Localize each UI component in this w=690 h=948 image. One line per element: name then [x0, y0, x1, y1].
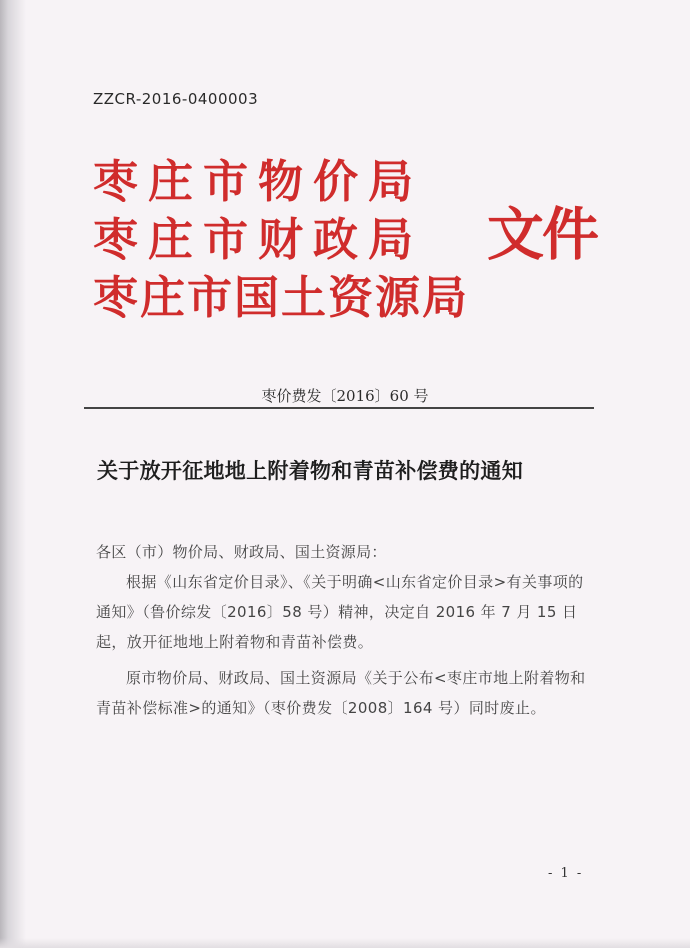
header-divider [84, 407, 594, 409]
page-number: - 1 - [548, 866, 584, 881]
body-paragraph-1: 根据《山东省定价目录》、《关于明确<山东省定价目录>有关事项的通知》（鲁价综发〔2016〕58 号）精神，决定自 2016 年 7 月 15 日起，放开征地地上附着物和青苗补偿费。 [96, 573, 584, 651]
document-body [96, 537, 596, 723]
document-word: 文件 [487, 201, 597, 268]
document-number [0, 385, 690, 406]
scan-shadow-bottom [0, 938, 690, 948]
document-code: ZZCR-2016-0400003 [93, 90, 259, 108]
issuer-land-resources-bureau: 枣庄市国土资源局 [93, 271, 470, 324]
scan-shadow-left [0, 0, 26, 948]
issuer-block [93, 153, 469, 327]
notice-title: 关于放开征地地上附着物和青苗补偿费的通知 [97, 458, 523, 483]
issuer-price-bureau: 枣庄市物价局 [93, 155, 424, 208]
salutation: 各区（市）物价局、财政局、国土资源局： [96, 543, 387, 561]
document-number-text: 枣价费发〔2016〕60 号 [261, 387, 429, 405]
body-paragraph-2: 原市物价局、财政局、国土资源局《关于公布<枣庄市地上附着物和青苗补偿标准>的通知》（枣价费发〔2008〕164 号）同时废止。 [96, 669, 586, 717]
issuer-finance-bureau: 枣庄市财政局 [93, 213, 424, 266]
